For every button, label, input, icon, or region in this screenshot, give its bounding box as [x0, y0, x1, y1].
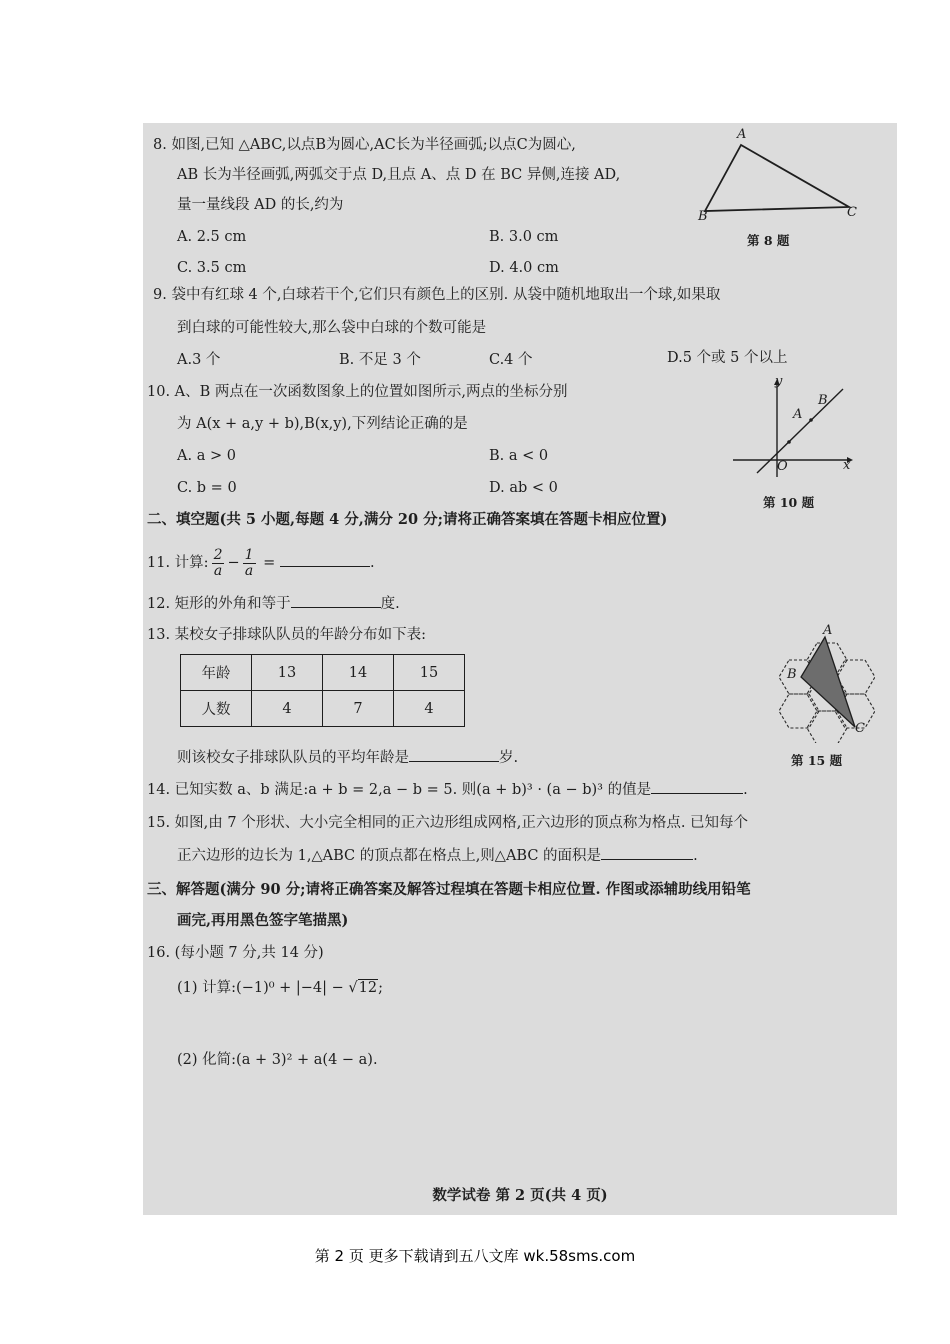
q8-line3: 量一量线段 AD 的长,约为 [177, 197, 344, 213]
q15-line1: 15. 如图,由 7 个形状、大小完全相同的正六边形组成网格,正六边形的顶点称为格点. 已知每个 [147, 815, 749, 831]
q8-line1: 8. 如图,已知 △ABC,以点B为圆心,AC长为半径画弧;以点C为圆心, [153, 137, 576, 153]
q14-answer-blank [651, 779, 743, 794]
q10-label-x: x [843, 458, 851, 473]
q9-option-c: C.4 个 [489, 352, 533, 368]
table-cell: 15 [394, 655, 465, 691]
q13-line1: 13. 某校女子排球队队员的年龄分布如下表: [147, 627, 427, 643]
q9-option-a: A.3 个 [177, 352, 221, 368]
section2-heading: 二、填空题(共 5 小题,每题 4 分,满分 20 分;请将正确答案填在答题卡相应位置) [147, 511, 668, 528]
table-cell: 年龄 [181, 655, 252, 691]
q11-answer-blank [280, 552, 370, 567]
q16-heading: 16. (每小题 7 分,共 14 分) [147, 945, 324, 961]
q16-part2: (2) 化简:(a + 3)² + a(4 − a). [177, 1052, 378, 1068]
q10-option-d: D. ab < 0 [489, 480, 558, 496]
document-footer: 第 2 页 更多下载请到五八文库 wk.58sms.com [314, 1247, 636, 1265]
q8-label-c: C [847, 205, 857, 220]
q11-prefix: 11. 计算: [147, 555, 209, 571]
q10-option-a: A. a > 0 [177, 448, 236, 464]
q15-label-c: C [855, 721, 865, 736]
q8-label-a: A [737, 127, 747, 142]
q15-line2: 正六边形的边长为 1,△ABC 的顶点都在格点上,则△ABC 的面积是 . [177, 845, 698, 866]
q15-caption: 第 15 题 [791, 753, 843, 768]
q8-option-a: A. 2.5 cm [177, 229, 247, 245]
q15-answer-blank [601, 845, 693, 860]
q10-label-y: y [775, 374, 783, 389]
q10-caption: 第 10 题 [763, 495, 815, 510]
table-cell: 4 [394, 691, 465, 727]
q10-line1: 10. A、B 两点在一次函数图象上的位置如图所示,两点的坐标分别 [147, 384, 568, 400]
q10-label-o: O [777, 459, 788, 474]
q8-caption: 第 8 题 [747, 233, 790, 248]
q10-label-b: B [818, 393, 828, 408]
q9-line2: 到白球的可能性较大,那么袋中白球的个数可能是 [177, 320, 487, 336]
q9-line1: 9. 袋中有红球 4 个,白球若干个,它们只有颜色上的区别. 从袋中随机地取出一个球,如果取 [153, 287, 721, 303]
q12-answer-blank [291, 593, 381, 608]
q16-part1: (1) 计算:(−1)⁰ + |−4| − √12; [177, 980, 384, 996]
q9-option-d: D.5 个或 5 个以上 [667, 350, 788, 366]
q13-answer-blank [409, 747, 499, 762]
section3-heading-line1: 三、解答题(满分 90 分;请将正确答案及解答过程填在答题卡相应位置. 作图或添辅助线用铅笔 [147, 881, 751, 898]
q13-line2: 则该校女子排球队队员的平均年龄是 岁. [177, 747, 518, 768]
table-cell: 13 [252, 655, 323, 691]
q15-label-b: B [787, 667, 797, 682]
q15-label-a: A [823, 623, 833, 638]
q10-option-c: C. b = 0 [177, 480, 237, 496]
q10-label-a: A [793, 407, 803, 422]
exam-page-footer: 数学试卷 第 2 页(共 4 页) [432, 1187, 608, 1204]
table-cell: 人数 [181, 691, 252, 727]
q8-option-c: C. 3.5 cm [177, 260, 247, 276]
table-cell: 4 [252, 691, 323, 727]
q13-age-table [180, 654, 465, 727]
q8-triangle-figure [695, 125, 865, 245]
q8-option-d: D. 4.0 cm [489, 260, 559, 276]
scanned-exam-page [143, 123, 897, 1215]
q12: 12. 矩形的外角和等于 度. [147, 593, 400, 614]
q14: 14. 已知实数 a、b 满足:a + b = 2,a − b = 5. 则(a + b)³ · (a − b)³ 的值是 . [147, 779, 748, 800]
q11-fraction-2: $\frac{1}{a}$ [244, 546, 254, 579]
table-row [181, 655, 465, 691]
q11: 11. 计算: $\frac{2}{a}$ − $\frac{1}{a}$ = . [147, 546, 375, 579]
q10-graph-figure [729, 373, 859, 483]
q8-label-b: B [698, 209, 708, 224]
q10-line2: 为 A(x + a,y + b),B(x,y),下列结论正确的是 [177, 416, 468, 432]
q10-option-b: B. a < 0 [489, 448, 549, 464]
q11-fraction-1: $\frac{2}{a}$ [213, 546, 223, 579]
table-cell: 7 [323, 691, 394, 727]
section3-heading-line2: 画完,再用黑色签字笔描黑) [177, 912, 349, 929]
q8-option-b: B. 3.0 cm [489, 229, 559, 245]
table-cell: 14 [323, 655, 394, 691]
table-row [181, 691, 465, 727]
q8-line2: AB 长为半径画弧,两弧交于点 D,且点 A、点 D 在 BC 异侧,连接 AD, [177, 167, 621, 183]
q9-option-b: B. 不足 3 个 [339, 352, 421, 368]
